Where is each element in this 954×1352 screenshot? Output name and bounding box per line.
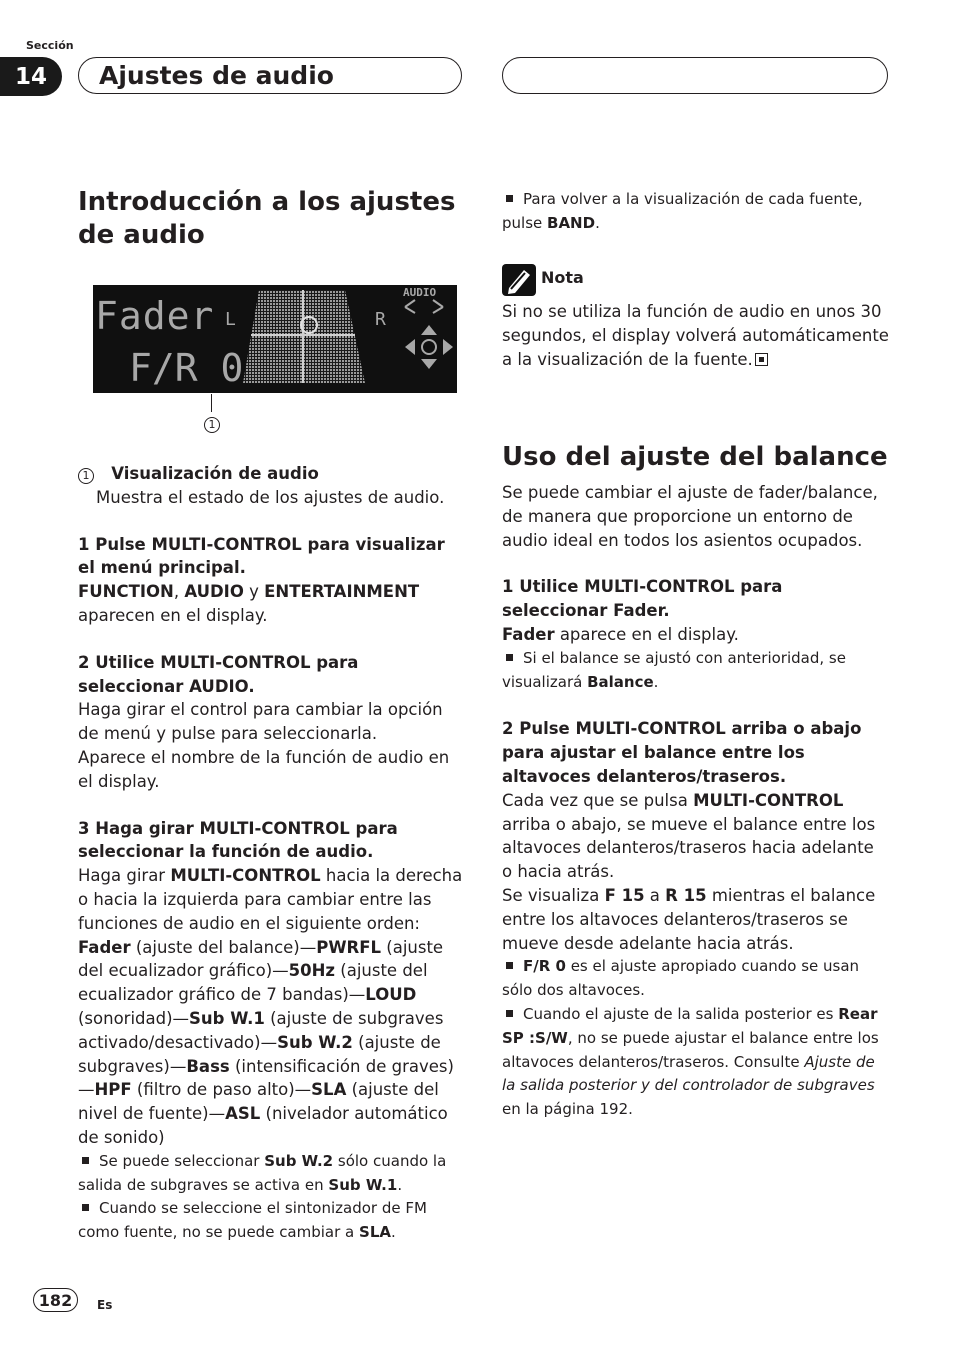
left-column-body — [78, 462, 464, 1245]
callout-item-title — [78, 462, 464, 486]
note-text: Si no se utiliza la función de audio en unos 30 segundos, el display volverá automáticamente a la visualización de la fuente. — [502, 302, 889, 369]
left-heading-block — [78, 186, 458, 252]
step1-body: FUNCTION, AUDIO y ENTERTAINMENT aparecen en el display. — [78, 582, 420, 625]
balance-step1-body: Fader aparece en el display. — [502, 624, 739, 644]
balance-step2-title: 2 Pulse MULTI-CONTROL arriba o abajo para ajustar el balance entre los altavoces delanteros/traseros. — [502, 719, 862, 786]
lcd-joystick-icon — [405, 325, 453, 369]
lcd-graphic — [93, 285, 457, 393]
balance-step1-title: 1 Utilice MULTI-CONTROL para seleccionar Fader. — [502, 577, 783, 621]
lcd-text-fader: Fader — [95, 294, 215, 338]
step3-bullet1: Se puede seleccionar Sub W.2 sólo cuando la salida de subgraves se activa en Sub W.1. — [78, 1151, 447, 1194]
right-heading-block — [502, 441, 892, 474]
language-code: Es — [97, 1298, 113, 1312]
section-heading-balance: Uso del ajuste del balance — [502, 442, 888, 472]
balance-step2-bullet2: Cuando el ajuste de la salida posterior es Rear SP :S/W, no se puede ajustar el balance entre los altavoces delanteros/traseros. Consulte Ajuste de la salida posterior y del controlador de subgraves en la página 192. — [502, 1004, 879, 1119]
balance-step2-p1: Cada vez que se pulsa MULTI-CONTROL arriba o abajo, se mueve el balance entre los altavoces delanteros/traseros hacia adelante o hacia atrás. — [502, 790, 876, 882]
callout-number: 1 — [204, 417, 220, 433]
lcd-label-l: L — [225, 309, 236, 330]
note-pencil-icon — [502, 264, 536, 296]
page-number: 182 — [33, 1288, 78, 1312]
callout-item-title-text: Visualización de audio — [111, 464, 319, 483]
section-label: Sección — [26, 39, 74, 52]
band-bullet: Para volver a la visualización de cada fuente, pulse BAND. — [502, 190, 863, 232]
callout-item-number: 1 — [78, 468, 94, 484]
balance-step2-bullet1: F/R 0 es el ajuste apropiado cuando se usan sólo dos altavoces. — [502, 957, 860, 1000]
audio-lcd-display — [93, 285, 457, 393]
step1-title: 1 Pulse MULTI-CONTROL para visualizar el menú principal. — [78, 534, 445, 578]
step2-body2: Aparece el nombre de la función de audio en el display. — [78, 747, 450, 791]
step3-bullet2: Cuando se seleccione el sintonizador de FM como fuente, no se puede cambiar a SLA. — [78, 1199, 427, 1242]
step2-body1: Haga girar el control para cambiar la opción de menú y pulse para seleccionarla. — [78, 700, 443, 744]
balance-step1-bullet: Si el balance se ajustó con anterioridad, se visualizará Balance. — [502, 648, 846, 691]
section-heading-intro: Introducción a los ajustes de audio — [78, 187, 456, 250]
right-column-top — [502, 188, 888, 236]
step2-title: 2 Utilice MULTI-CONTROL para seleccionar AUDIO. — [78, 652, 359, 696]
note-body — [502, 300, 892, 371]
note-label: Nota — [541, 268, 584, 287]
lcd-text-fr: F/R 0 — [129, 346, 244, 390]
section-number-badge: 14 — [0, 57, 62, 96]
balance-step2-p2: Se visualiza F 15 a R 15 mientras el balance entre los altavoces delanteros/traseros se mueve desde adelante hacia atrás. — [502, 885, 876, 953]
lcd-label-r: R — [375, 309, 386, 330]
step3-title: 3 Haga girar MULTI-CONTROL para seleccionar la función de audio. — [78, 818, 398, 862]
step3-body-sequence: Fader (ajuste del balance)—PWRFL (ajuste del ecualizador gráfico)—50Hz (ajuste del ecualizador gráfico de 7 bandas)—LOUD (sonoridad)—Sub W.1 (ajuste de subgraves activado/desactivado)—Sub W.2 (ajuste de subgraves)—Bass (intensificación de graves)—HPF (filtro de paso alto)—SLA (ajuste del nivel de fuente)—ASL (nivelador automático de sonido) — [78, 937, 454, 1147]
callout-line — [211, 394, 212, 412]
lcd-label-audio: AUDIO — [403, 286, 437, 299]
step3-body-intro: Haga girar MULTI-CONTROL hacia la derecha o hacia la izquierda para cambiar entre las funciones de audio en el siguiente orden: — [78, 866, 463, 933]
callout-item-desc: Muestra el estado de los ajustes de audio. — [96, 487, 445, 507]
right-column-body — [502, 481, 888, 1122]
header-title: Ajustes de audio — [99, 61, 334, 90]
header-empty-frame — [502, 57, 888, 94]
callout-marker — [204, 413, 220, 433]
balance-intro: Se puede cambiar el ajuste de fader/balance, de manera que proporcione un entorno de audio ideal en todos los asientos ocupados. — [502, 483, 878, 550]
end-mark-icon — [755, 353, 768, 366]
